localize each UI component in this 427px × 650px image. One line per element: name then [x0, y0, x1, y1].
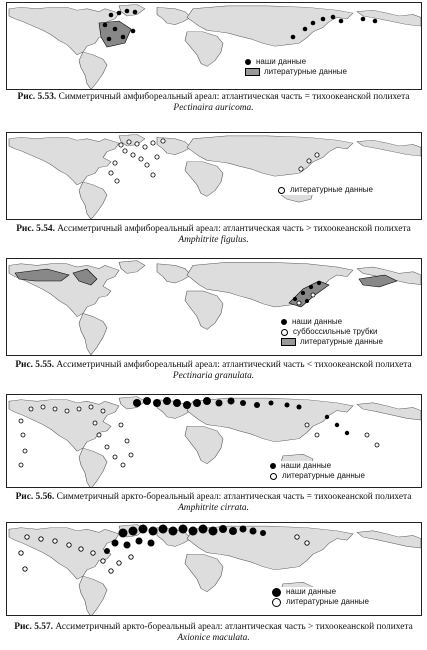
gray-area-icon	[245, 68, 260, 76]
species-name: Pectinaria granulata.	[172, 371, 255, 381]
figure-caption	[2, 622, 425, 644]
legend-item-subfossil: суббоссильные трубки	[281, 327, 383, 337]
figure-caption	[2, 492, 425, 514]
figure-number: Рис. 5.57.	[14, 622, 53, 632]
species-name: Amphitrite cirrata.	[178, 503, 249, 513]
legend-item-our-data: наши данные	[245, 57, 347, 67]
open-circle-icon	[278, 187, 285, 194]
world-map	[7, 133, 421, 219]
legend-item-our-data: наши данные	[272, 587, 369, 597]
map-legend	[245, 57, 347, 77]
caption-text: Ассиметричный амфибореальный ареал: атлантический часть < тихоокеанской полихета	[56, 360, 412, 370]
caption-text: Ассиметричный аркто-бореальный ареал: атлантическая часть > тихоокеанской полихета	[55, 622, 413, 632]
caption-text: Ассиметричный амфибореальный ареал: атлантическая часть > тихоокеанской полихета	[57, 224, 411, 234]
gray-area-icon	[281, 338, 296, 346]
world-map	[7, 3, 421, 89]
figure-caption	[2, 92, 425, 114]
open-circle-icon	[281, 329, 288, 336]
legend-item-literature: литературные данные	[281, 337, 383, 347]
map-legend	[270, 461, 365, 481]
legend-item-literature: литературные данные	[245, 67, 347, 77]
legend-item-literature: литературные данные	[272, 597, 369, 607]
legend-item-literature: литературные данные	[278, 185, 373, 195]
open-circle-icon	[270, 473, 277, 480]
distribution-map	[6, 394, 422, 488]
caption-text: Симметричный амфибореальный ареал: атлантическая часть = тихоокеанской полихета	[58, 92, 410, 102]
figure-number: Рис. 5.53.	[17, 92, 57, 102]
figure-number: Рис. 5.55.	[15, 360, 55, 370]
legend-item-our-data: наши данные	[281, 317, 383, 327]
legend-item-our-data: наши данные	[270, 461, 365, 471]
distribution-map	[6, 522, 422, 616]
map-legend	[278, 185, 373, 195]
figure-number: Рис. 5.54.	[16, 224, 55, 234]
species-name: Amphitrite figulus.	[178, 235, 249, 245]
black-dot-icon	[272, 588, 281, 597]
figure-number: Рис. 5.56.	[15, 492, 55, 502]
figure-caption	[2, 360, 425, 382]
black-dot-icon	[245, 59, 251, 65]
black-dot-icon	[281, 319, 287, 325]
distribution-map	[6, 132, 422, 220]
map-legend	[281, 317, 383, 347]
map-legend	[272, 587, 369, 607]
caption-text: Симметричный аркто-бореальный ареал: атлантическая часть = тихоокеанской полихета	[56, 492, 412, 502]
species-name: Pectinaira auricoma.	[173, 103, 254, 113]
distribution-map	[6, 2, 422, 90]
legend-item-literature: литературные данные	[270, 471, 365, 481]
figure-caption	[2, 224, 425, 246]
species-name: Axionice maculata.	[177, 633, 250, 643]
open-circle-icon	[272, 598, 281, 607]
distribution-map	[6, 258, 422, 356]
black-dot-icon	[270, 463, 276, 469]
